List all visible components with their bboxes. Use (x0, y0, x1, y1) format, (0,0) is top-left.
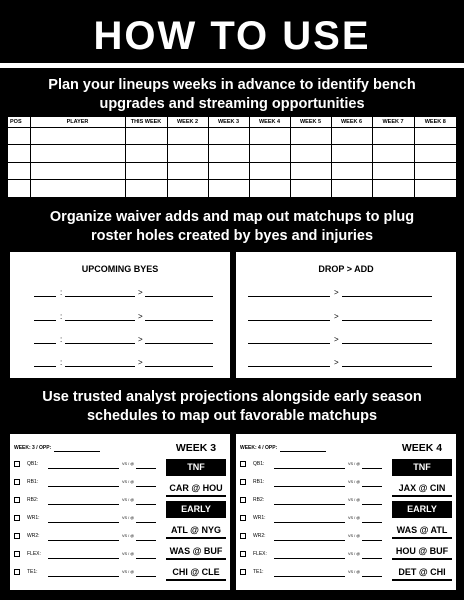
slot-checkbox[interactable] (14, 515, 20, 521)
drop-add-line: > (236, 357, 456, 367)
column-header: WEEK 7 (372, 117, 414, 127)
drop-add-title: DROP > ADD (318, 264, 374, 274)
lineup-slot: FLEX: VS / @ (14, 550, 159, 560)
lineup-slot: QB1: VS / @ (240, 460, 385, 470)
lineup-slot: RB2: VS / @ (240, 496, 385, 506)
week4-title: WEEK 4 (401, 442, 443, 454)
upcoming-byes-title: UPCOMING BYES (81, 264, 159, 274)
lineup-caption-line1: Plan your lineups weeks in advance to identify bench (48, 77, 416, 93)
slot-checkbox[interactable] (14, 497, 20, 503)
slot-checkbox[interactable] (14, 569, 20, 575)
bye-line: : > (10, 334, 230, 344)
slot-checkbox[interactable] (240, 533, 246, 539)
slot-checkbox[interactable] (14, 479, 20, 485)
week3-game1: CAR @ HOU (166, 480, 226, 497)
table-row (8, 145, 456, 163)
column-header: THIS WEEK (125, 117, 167, 127)
week3-opp-label: WEEK: 3 / OPP: (14, 445, 52, 451)
lineup-slot: WR1: VS / @ (240, 514, 385, 524)
title-rule (0, 63, 464, 68)
upcoming-byes-box (10, 252, 230, 378)
lineup-slot: TE1: VS / @ (240, 568, 385, 578)
drop-add-line: > (236, 287, 456, 297)
week3-tnf-badge: TNF (166, 459, 226, 476)
drop-add-line: > (236, 311, 456, 321)
column-header: WEEK 3 (208, 117, 249, 127)
lineup-caption-line2: upgrades and streaming opportunities (99, 96, 365, 112)
week4-game4: DET @ CHI (392, 564, 452, 581)
column-header: POS (8, 117, 30, 127)
lineup-slot: TE1: VS / @ (14, 568, 159, 578)
waiver-caption (0, 208, 464, 246)
week3-game3: WAS @ BUF (166, 543, 226, 560)
table-row (8, 180, 456, 198)
week4-opp-label: WEEK: 4 / OPP: (240, 445, 278, 451)
column-header: WEEK 5 (290, 117, 331, 127)
lineup-slot: RB2: VS / @ (14, 496, 159, 506)
slot-checkbox[interactable] (240, 551, 246, 557)
column-header: WEEK 2 (167, 117, 208, 127)
column-header: WEEK 8 (414, 117, 456, 127)
week4-game3: HOU @ BUF (392, 543, 452, 560)
lineup-grid (8, 117, 456, 197)
lineup-slot: FLEX: VS / @ (240, 550, 385, 560)
matchup-caption-line2: schedules to map out favorable matchups (86, 408, 378, 424)
week3-early-badge: EARLY (166, 501, 226, 518)
lineup-slot: RB1: VS / @ (14, 478, 159, 488)
week4-early-badge: EARLY (392, 501, 452, 518)
lineup-slot: QB1: VS / @ (14, 460, 159, 470)
lineup-slot: WR1: VS / @ (14, 514, 159, 524)
slot-checkbox[interactable] (240, 569, 246, 575)
week3-card (10, 434, 230, 590)
bye-line: : > (10, 311, 230, 321)
lineup-slot: RB1: VS / @ (240, 478, 385, 488)
waiver-caption-line1: Organize waiver adds and map out matchups to plug (49, 209, 415, 225)
matchup-caption-line1: Use trusted analyst projections alongside early season (42, 389, 422, 405)
lineup-slot: WR2: VS / @ (14, 532, 159, 542)
drop-add-line: > (236, 334, 456, 344)
slot-checkbox[interactable] (240, 479, 246, 485)
page-title: HOW TO USE (93, 14, 371, 58)
slot-checkbox[interactable] (14, 551, 20, 557)
slot-checkbox[interactable] (240, 515, 246, 521)
week3-game2: ATL @ NYG (166, 522, 226, 539)
drop-add-box (236, 252, 456, 378)
column-header: WEEK 6 (331, 117, 372, 127)
week3-title: WEEK 3 (175, 442, 217, 454)
waiver-caption-line2: roster holes created by byes and injuries (90, 228, 374, 244)
week3-game4: CHI @ CLE (166, 564, 226, 581)
lineup-caption (0, 76, 464, 114)
lineup-header-row (8, 117, 456, 127)
column-header: WEEK 4 (249, 117, 290, 127)
bye-line: : > (10, 357, 230, 367)
week4-tnf-badge: TNF (392, 459, 452, 476)
matchup-caption (0, 388, 464, 426)
slot-checkbox[interactable] (240, 461, 246, 467)
lineup-slot: WR2: VS / @ (240, 532, 385, 542)
table-row (8, 162, 456, 180)
slot-checkbox[interactable] (240, 497, 246, 503)
table-row (8, 127, 456, 145)
week4-game1: JAX @ CIN (392, 480, 452, 497)
slot-checkbox[interactable] (14, 461, 20, 467)
week4-card (236, 434, 456, 590)
slot-checkbox[interactable] (14, 533, 20, 539)
column-header: PLAYER (30, 117, 125, 127)
bye-line: : > (10, 287, 230, 297)
week4-game2: WAS @ ATL (392, 522, 452, 539)
